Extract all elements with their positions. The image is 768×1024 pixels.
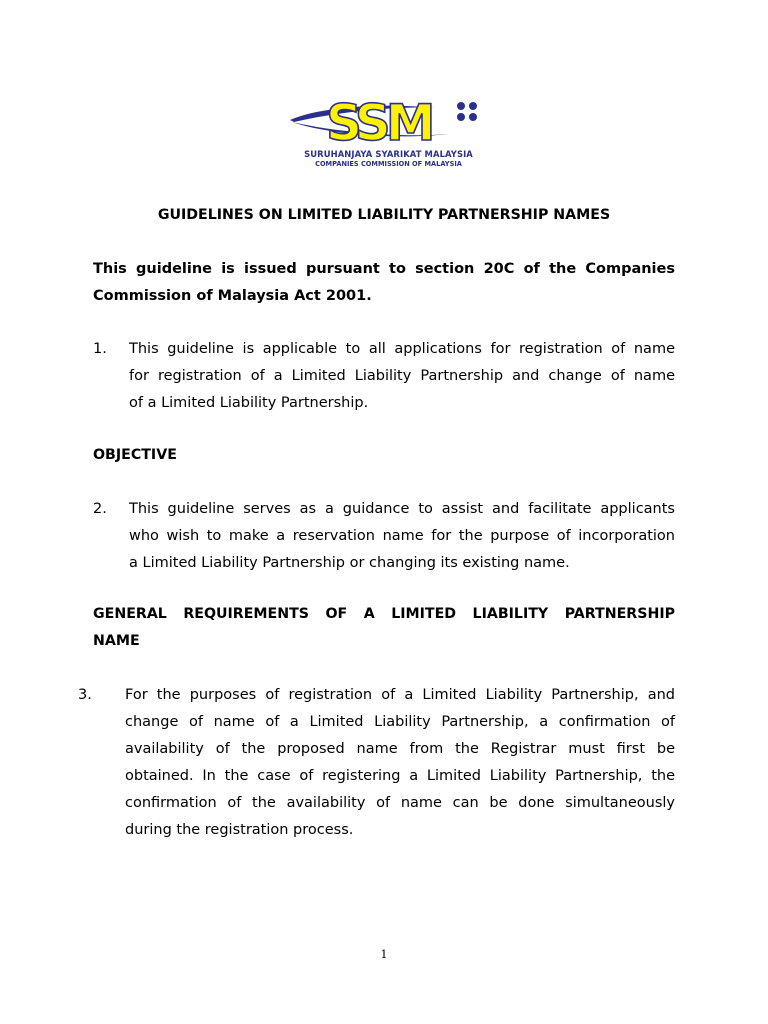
general-heading-line: GENERAL REQUIREMENTS OF A LIMITED LIABILITY PARTNERSHIP xyxy=(93,606,675,622)
intro-line: Commission of Malaysia Act 2001. xyxy=(93,288,372,304)
section-3-paragraph xyxy=(125,682,675,844)
intro-paragraph xyxy=(93,256,675,310)
logo-letters: SSM xyxy=(326,94,431,150)
section-1-line: This guideline is applicable to all applications for registration of name xyxy=(129,341,675,357)
section-3-line: change of name of a Limited Liability Partnership, a confirmation of xyxy=(125,714,675,730)
section-3-line: during the registration process. xyxy=(125,822,354,838)
section-3-line: obtained. In the case of registering a Limited Liability Partnership, the xyxy=(125,768,675,784)
general-requirements-heading xyxy=(93,601,675,655)
section-3-line: For the purposes of registration of a Limited Liability Partnership, and xyxy=(125,687,675,703)
section-1-number: 1. xyxy=(93,341,107,357)
page-number: 1 xyxy=(380,948,388,961)
logo-title: SURUHANJAYA SYARIKAT MALAYSIA xyxy=(304,149,473,159)
section-3-line: confirmation of the availability of name can be done simultaneously xyxy=(125,795,675,811)
ssm-logo-mark xyxy=(286,94,491,150)
section-2-number: 2. xyxy=(93,501,107,517)
section-3-number: 3. xyxy=(78,687,92,703)
general-heading-line: NAME xyxy=(93,633,140,649)
ssm-logo xyxy=(286,94,491,170)
section-1-line: for registration of a Limited Liability Partnership and change of name xyxy=(129,368,675,384)
document-title: GUIDELINES ON LIMITED LIABILITY PARTNERSHIP NAMES xyxy=(157,207,611,223)
section-3-line: availability of the proposed name from the Registrar must first be xyxy=(125,741,675,757)
logo-subtitle: COMPANIES COMMISSION OF MALAYSIA xyxy=(315,160,462,168)
section-1-line: of a Limited Liability Partnership. xyxy=(129,395,369,411)
intro-line: This guideline is issued pursuant to section 20C of the Companies xyxy=(93,261,675,277)
section-2-paragraph xyxy=(129,496,675,577)
objective-heading: OBJECTIVE xyxy=(93,447,177,463)
section-2-line: This guideline serves as a guidance to assist and facilitate applicants xyxy=(129,501,675,517)
section-1-paragraph xyxy=(129,336,675,417)
section-2-line: who wish to make a reservation name for the purpose of incorporation xyxy=(129,528,675,544)
section-2-line: a Limited Liability Partnership or changing its existing name. xyxy=(129,555,570,571)
